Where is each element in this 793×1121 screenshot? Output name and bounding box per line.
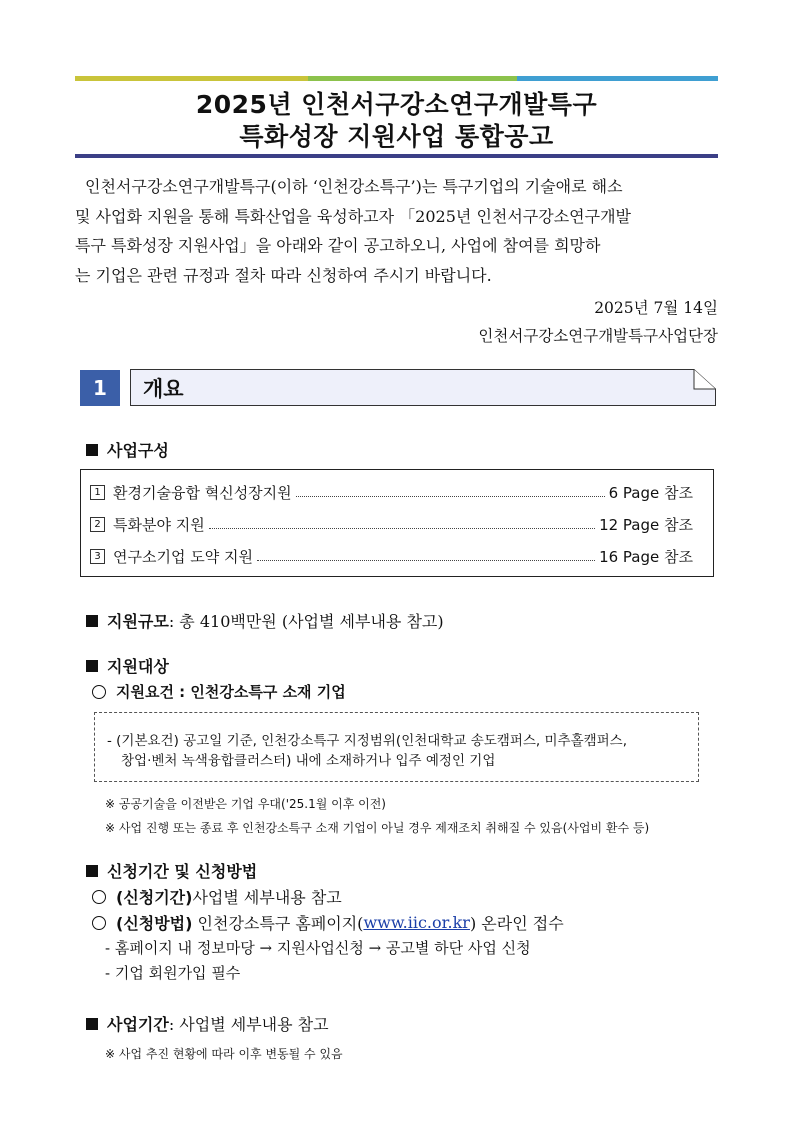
business-period-text: : 사업별 세부내용 참고 <box>168 1015 329 1034</box>
business-structure-heading: 사업구성 <box>86 438 169 461</box>
business-item-page: 6 Page 참조 <box>608 484 693 502</box>
announcement-date: 2025년 7월 14일 <box>594 299 718 317</box>
issuing-organization: 인천서구강소연구개발특구사업단장 <box>478 327 718 345</box>
color-bar-segment-blue <box>517 76 718 81</box>
section-title-box <box>130 369 716 406</box>
requirement-item: 지원요건 : 인천강소특구 소재 기업 <box>92 681 346 702</box>
title-bottom-bar <box>75 154 718 158</box>
requirement-detail-line-1: - (기본요건) 공고일 기준, 인천강소특구 지정범위(인천대학교 송도캠퍼스, 미추홀캠퍼스, <box>107 733 628 749</box>
intro-line: 특구 특화성장 지원사업」을 아래와 같이 공고하오니, 사업에 참여를 희망하 <box>75 236 601 255</box>
business-item-label: 환경기술융합 혁신성장지원 <box>113 484 292 502</box>
business-item-label: 특화분야 지원 <box>113 516 205 534</box>
support-scale-heading: 지원규모 <box>107 612 169 631</box>
application-heading: 신청기간 및 신청방법 <box>86 859 257 882</box>
color-bar-segment-green <box>308 76 517 81</box>
boxed-number: 3 <box>90 549 105 564</box>
support-scale-line <box>86 609 444 632</box>
business-item <box>90 514 693 535</box>
application-period-label: (신청기간) <box>116 888 193 907</box>
intro-line: 인천서구강소연구개발특구(이하 ‘인천강소특구’)는 특구기업의 기술애로 해소 <box>85 177 623 196</box>
leader-dots <box>209 520 595 529</box>
support-target-heading: 지원대상 <box>86 654 169 677</box>
application-method-text: 인천강소특구 홈페이지( <box>192 914 364 933</box>
business-item-page: 16 Page 참조 <box>599 548 693 566</box>
leader-dots <box>257 552 595 561</box>
intro-line: 는 기업은 관련 규정과 절차 따라 신청하여 주시기 바랍니다. <box>75 265 492 285</box>
application-period-item <box>92 885 342 908</box>
circle-bullet-icon <box>92 685 106 699</box>
title-top-color-bar <box>75 76 718 81</box>
intro-paragraph <box>75 172 718 290</box>
business-period-line <box>86 1012 329 1035</box>
requirement-detail-line-2: 창업·벤처 녹색융합클러스터) 내에 소재하거나 입주 예정인 기업 <box>121 753 496 769</box>
leader-dots <box>296 488 605 497</box>
square-bullet-icon <box>86 865 98 877</box>
business-item <box>90 482 693 503</box>
business-period-note: ※ 사업 추진 현황에 따라 이후 변동될 수 있음 <box>105 1047 343 1061</box>
boxed-number: 2 <box>90 517 105 532</box>
business-period-heading: 사업기간 <box>107 1015 169 1034</box>
square-bullet-icon <box>86 1018 98 1030</box>
folded-corner-box-shape <box>130 369 716 406</box>
square-bullet-icon <box>86 444 98 456</box>
title-line-1: 2025년 인천서구강소연구개발특구 <box>195 90 598 119</box>
business-item-page: 12 Page 참조 <box>599 516 693 534</box>
homepage-link[interactable]: www.iic.or.kr <box>363 913 470 932</box>
preference-note: ※ 공공기술을 이전받은 기업 우대('25.1월 이후 이전) <box>105 797 386 811</box>
circle-bullet-icon <box>92 916 106 930</box>
title-line-2: 특화성장 지원사업 통합공고 <box>239 122 554 151</box>
color-bar-segment-yellow <box>75 76 308 81</box>
application-step: - 홈페이지 내 정보마당 → 지원사업신청 → 공고별 하단 사업 신청 <box>105 939 531 957</box>
square-bullet-icon <box>86 660 98 672</box>
application-method-label: (신청방법) <box>116 914 193 933</box>
sanction-note: ※ 사업 진행 또는 종료 후 인천강소특구 소재 기업이 아닐 경우 제재조치 취해질 수 있음(사업비 환수 등) <box>105 821 650 835</box>
application-period-text: 사업별 세부내용 참고 <box>192 888 342 907</box>
business-item-label: 연구소기업 도약 지원 <box>113 548 253 566</box>
application-method-item <box>92 911 564 934</box>
application-requirement: - 기업 회원가입 필수 <box>105 964 241 982</box>
boxed-number: 1 <box>90 485 105 500</box>
application-method-text-end: ) 온라인 접수 <box>469 914 564 933</box>
support-scale-text: : 총 410백만원 (사업별 세부내용 참고) <box>168 612 444 631</box>
circle-bullet-icon <box>92 890 106 904</box>
square-bullet-icon <box>86 615 98 627</box>
section-number-badge: 1 <box>80 370 120 406</box>
business-item <box>90 546 693 567</box>
intro-line: 및 사업화 지원을 통해 특화산업을 육성하고자 「2025년 인천서구강소연구개발 <box>75 206 632 226</box>
section-title: 개요 <box>143 377 184 401</box>
